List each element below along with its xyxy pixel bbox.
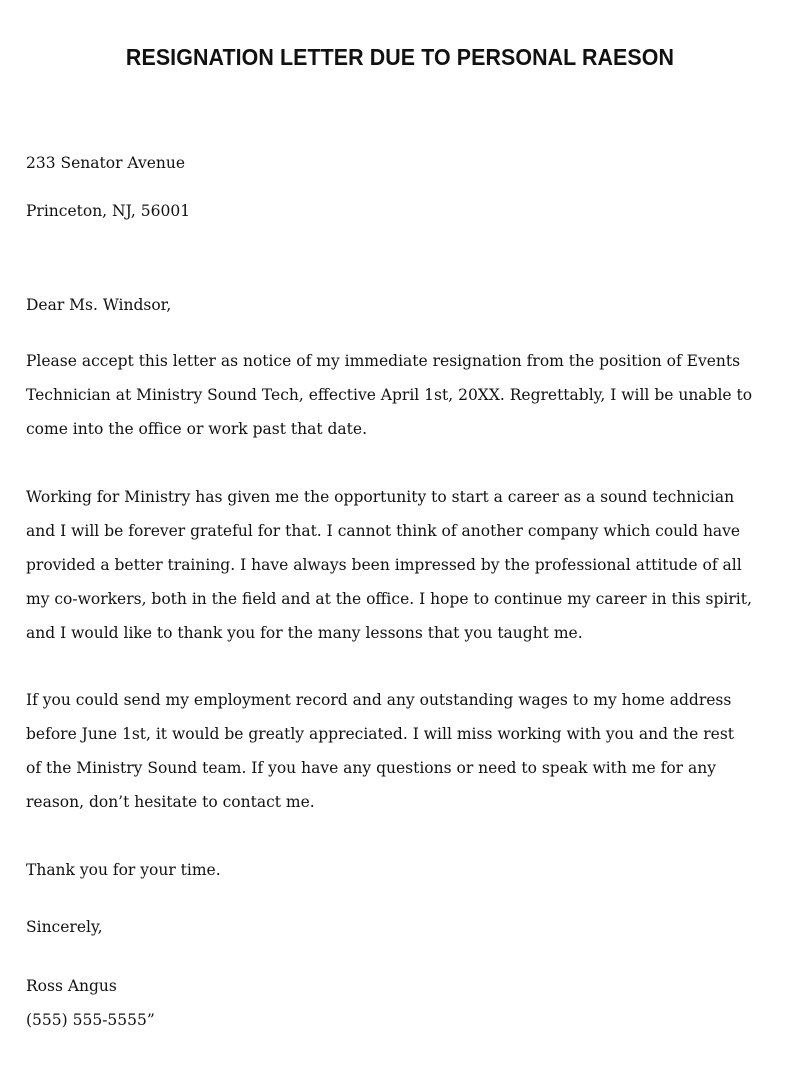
paragraph-line: and I would like to thank you for the many lessons that you taught me.: [26, 624, 583, 642]
paragraph-3: [26, 683, 778, 819]
paragraph-line: provided a better training. I have always been impressed by the professional attitude of all: [26, 556, 742, 574]
paragraph-line: before June 1st, it would be greatly appreciated. I will miss working with you and the rest: [26, 725, 735, 743]
paragraph-line: Please accept this letter as notice of my immediate resignation from the position of Events: [26, 352, 741, 370]
paragraph-2: [26, 480, 778, 650]
thanks-line: Thank you for your time.: [26, 861, 221, 879]
address-street: 233 Senator Avenue: [26, 154, 186, 172]
paragraph-line: reason, don’t hesitate to contact me.: [26, 793, 315, 811]
salutation: Dear Ms. Windsor,: [26, 296, 172, 314]
paragraph-line: Technician at Ministry Sound Tech, effective April 1st, 20XX. Regrettably, I will be unable to: [26, 386, 753, 404]
signature-phone: (555) 555-5555”: [26, 1011, 155, 1029]
document-title: RESIGNATION LETTER DUE TO PERSONAL RAESON: [125, 44, 675, 70]
paragraph-line: of the Ministry Sound team. If you have any questions or need to speak with me for any: [26, 759, 716, 777]
closing: Sincerely,: [26, 918, 103, 936]
signature-name: Ross Angus: [26, 977, 117, 995]
paragraph-line: my co-workers, both in the field and at the office. I hope to continue my career in this spirit,: [26, 590, 752, 608]
paragraph-line: Working for Ministry has given me the opportunity to start a career as a sound technician: [26, 488, 735, 506]
paragraph-1: [26, 344, 778, 446]
paragraph-line: If you could send my employment record and any outstanding wages to my home address: [26, 691, 732, 709]
address-city: Princeton, NJ, 56001: [26, 202, 191, 220]
paragraph-line: come into the office or work past that date.: [26, 420, 367, 438]
paragraph-line: and I will be forever grateful for that. I cannot think of another company which could have: [26, 522, 741, 540]
